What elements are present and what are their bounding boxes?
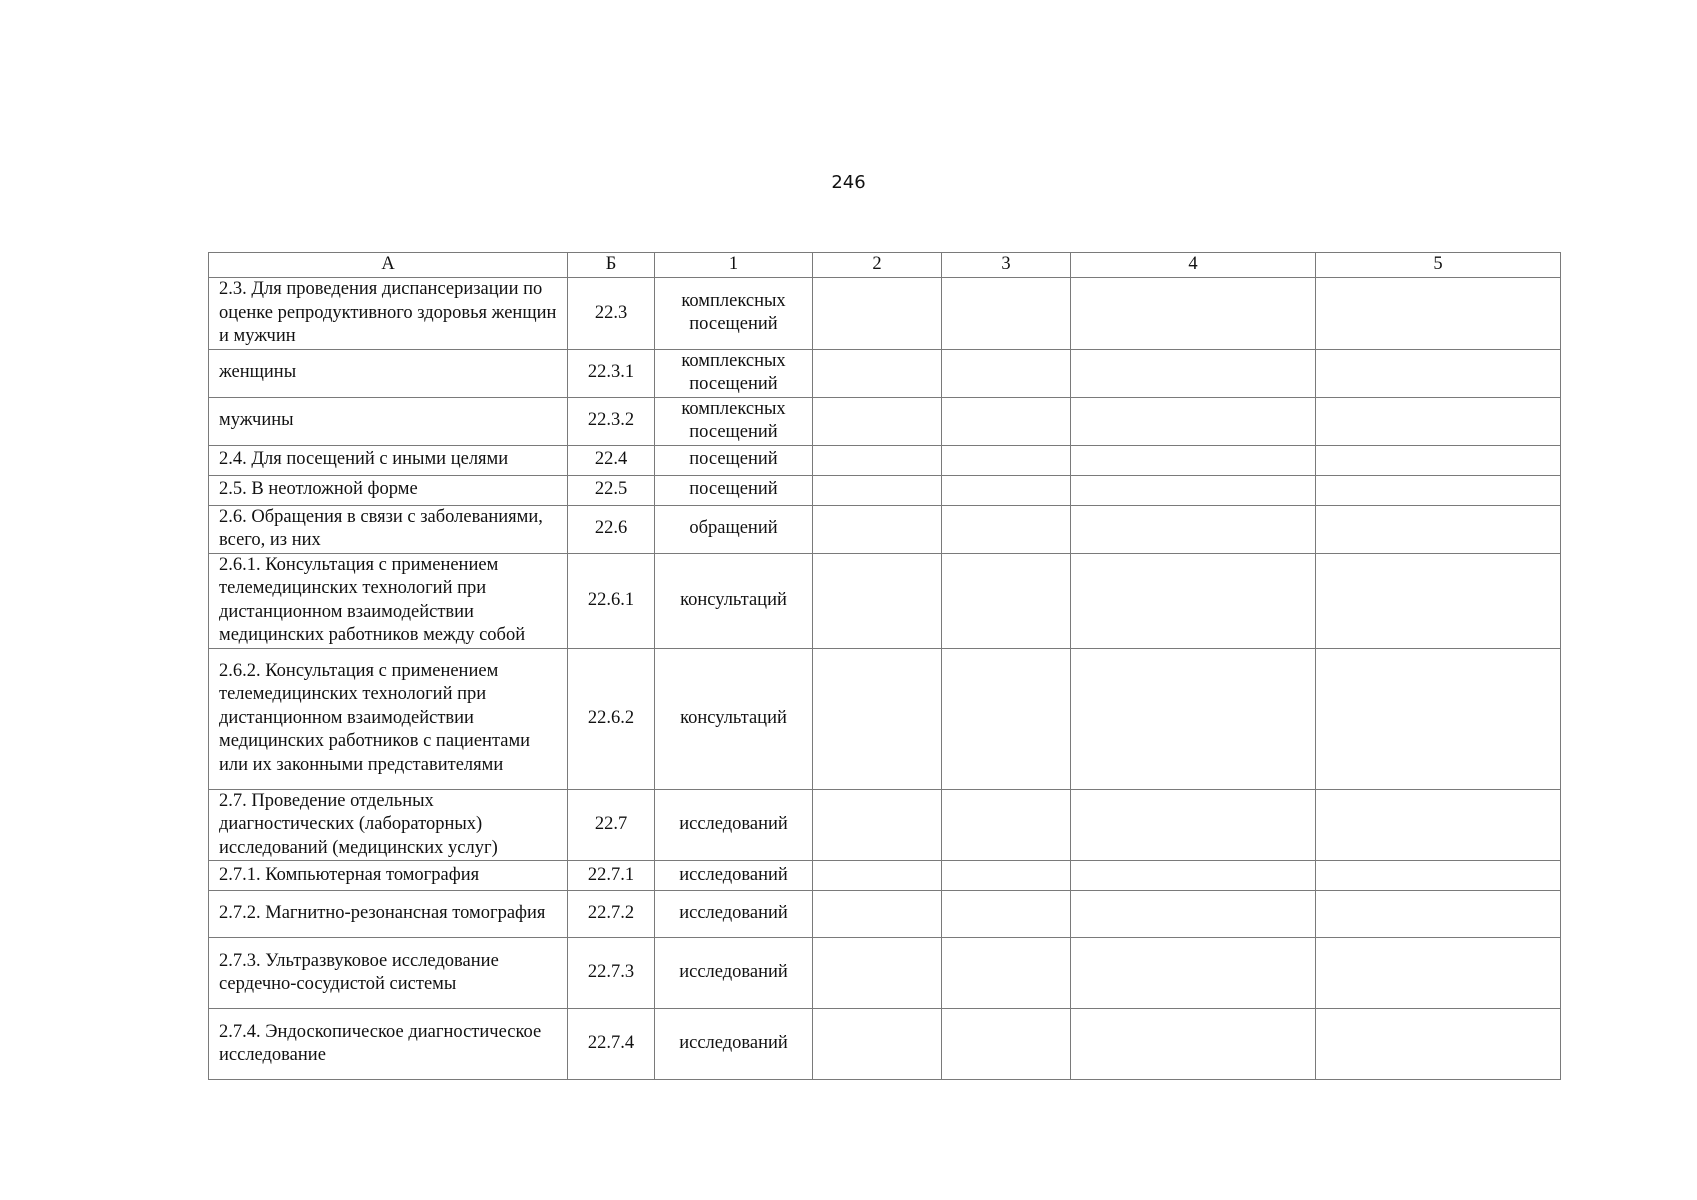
row-label-cell: 2.5. В неотложной форме <box>209 475 568 505</box>
value-cell-2 <box>813 648 942 789</box>
table-row <box>209 445 1561 475</box>
value-cell-4 <box>1071 397 1316 445</box>
value-cell-3 <box>942 648 1071 789</box>
value-cell-2 <box>813 445 942 475</box>
value-cell-2 <box>813 1009 942 1080</box>
value-cell-2 <box>813 891 942 938</box>
table-row <box>209 278 1561 350</box>
row-unit-cell: исследований <box>655 938 813 1009</box>
table-row <box>209 349 1561 397</box>
row-code-cell: 22.7.4 <box>568 1009 655 1080</box>
row-label-cell: мужчины <box>209 397 568 445</box>
value-cell-3 <box>942 789 1071 861</box>
value-cell-5 <box>1316 648 1561 789</box>
row-unit-cell: исследований <box>655 789 813 861</box>
row-code-cell: 22.3.2 <box>568 397 655 445</box>
row-unit-cell: исследований <box>655 861 813 891</box>
value-cell-3 <box>942 397 1071 445</box>
row-unit-cell: исследований <box>655 1009 813 1080</box>
value-cell-5 <box>1316 789 1561 861</box>
row-label-cell: 2.4. Для посещений с иными целями <box>209 445 568 475</box>
value-cell-5 <box>1316 505 1561 553</box>
header-cell: 3 <box>942 253 1071 278</box>
value-cell-5 <box>1316 445 1561 475</box>
row-code-cell: 22.7.2 <box>568 891 655 938</box>
table-row <box>209 861 1561 891</box>
value-cell-3 <box>942 1009 1071 1080</box>
table-header-row <box>209 253 1561 278</box>
row-code-cell: 22.6.1 <box>568 553 655 648</box>
value-cell-4 <box>1071 861 1316 891</box>
header-cell: 4 <box>1071 253 1316 278</box>
value-cell-5 <box>1316 349 1561 397</box>
row-unit-cell: обращений <box>655 505 813 553</box>
value-cell-4 <box>1071 349 1316 397</box>
row-code-cell: 22.7.3 <box>568 938 655 1009</box>
table-row <box>209 891 1561 938</box>
value-cell-3 <box>942 278 1071 350</box>
row-code-cell: 22.4 <box>568 445 655 475</box>
table-row <box>209 648 1561 789</box>
value-cell-2 <box>813 789 942 861</box>
value-cell-2 <box>813 553 942 648</box>
value-cell-5 <box>1316 938 1561 1009</box>
value-cell-4 <box>1071 938 1316 1009</box>
row-unit-cell: посещений <box>655 445 813 475</box>
value-cell-3 <box>942 553 1071 648</box>
value-cell-4 <box>1071 445 1316 475</box>
row-unit-cell: комплексных посещений <box>655 349 813 397</box>
row-label-cell: 2.6. Обращения в связи с заболеваниями, всего, из них <box>209 505 568 553</box>
row-code-cell: 22.5 <box>568 475 655 505</box>
value-cell-5 <box>1316 553 1561 648</box>
value-cell-5 <box>1316 861 1561 891</box>
value-cell-3 <box>942 891 1071 938</box>
row-code-cell: 22.6 <box>568 505 655 553</box>
value-cell-2 <box>813 278 942 350</box>
row-code-cell: 22.7 <box>568 789 655 861</box>
table-row <box>209 475 1561 505</box>
value-cell-3 <box>942 475 1071 505</box>
header-cell: 5 <box>1316 253 1561 278</box>
value-cell-2 <box>813 861 942 891</box>
value-cell-4 <box>1071 475 1316 505</box>
value-cell-5 <box>1316 475 1561 505</box>
table-row <box>209 553 1561 648</box>
row-label-cell: 2.7.1. Компьютерная томография <box>209 861 568 891</box>
value-cell-5 <box>1316 1009 1561 1080</box>
row-label-cell: 2.3. Для проведения диспансеризации по оценке репродуктивного здоровья женщин и мужчин <box>209 278 568 350</box>
page-number: 246 <box>831 172 866 193</box>
row-label-cell: 2.7.4. Эндоскопическое диагностическое исследование <box>209 1009 568 1080</box>
row-label-cell: 2.7. Проведение отдельных диагностических (лабораторных) исследований (медицинских услуг) <box>209 789 568 861</box>
value-cell-4 <box>1071 505 1316 553</box>
table-row <box>209 938 1561 1009</box>
row-unit-cell: исследований <box>655 891 813 938</box>
value-cell-3 <box>942 938 1071 1009</box>
row-label-cell: 2.6.2. Консультация с применением телемедицинских технологий при дистанционном взаимодействии медицинских работников с пациентами или их законными представителями <box>209 648 568 789</box>
value-cell-3 <box>942 861 1071 891</box>
table-row <box>209 505 1561 553</box>
row-label-cell: 2.6.1. Консультация с применением телемедицинских технологий при дистанционном взаимодействии медицинских работников между собой <box>209 553 568 648</box>
value-cell-2 <box>813 505 942 553</box>
value-cell-4 <box>1071 553 1316 648</box>
value-cell-3 <box>942 505 1071 553</box>
value-cell-2 <box>813 938 942 1009</box>
value-cell-4 <box>1071 789 1316 861</box>
value-cell-5 <box>1316 891 1561 938</box>
header-cell: Б <box>568 253 655 278</box>
table-row <box>209 397 1561 445</box>
row-unit-cell: консультаций <box>655 553 813 648</box>
row-label-cell: женщины <box>209 349 568 397</box>
row-code-cell: 22.3.1 <box>568 349 655 397</box>
value-cell-4 <box>1071 278 1316 350</box>
header-cell: А <box>209 253 568 278</box>
row-label-cell: 2.7.2. Магнитно-резонансная томография <box>209 891 568 938</box>
value-cell-2 <box>813 349 942 397</box>
value-cell-5 <box>1316 278 1561 350</box>
data-table <box>208 252 1561 1080</box>
value-cell-3 <box>942 445 1071 475</box>
value-cell-4 <box>1071 648 1316 789</box>
table-row <box>209 1009 1561 1080</box>
value-cell-4 <box>1071 891 1316 938</box>
value-cell-2 <box>813 397 942 445</box>
row-code-cell: 22.7.1 <box>568 861 655 891</box>
table-row <box>209 789 1561 861</box>
header-cell: 1 <box>655 253 813 278</box>
row-unit-cell: комплексных посещений <box>655 278 813 350</box>
value-cell-2 <box>813 475 942 505</box>
row-code-cell: 22.3 <box>568 278 655 350</box>
header-cell: 2 <box>813 253 942 278</box>
value-cell-5 <box>1316 397 1561 445</box>
row-label-cell: 2.7.3. Ультразвуковое исследование сердечно-сосудистой системы <box>209 938 568 1009</box>
value-cell-4 <box>1071 1009 1316 1080</box>
value-cell-3 <box>942 349 1071 397</box>
row-unit-cell: консультаций <box>655 648 813 789</box>
row-code-cell: 22.6.2 <box>568 648 655 789</box>
row-unit-cell: комплексных посещений <box>655 397 813 445</box>
row-unit-cell: посещений <box>655 475 813 505</box>
